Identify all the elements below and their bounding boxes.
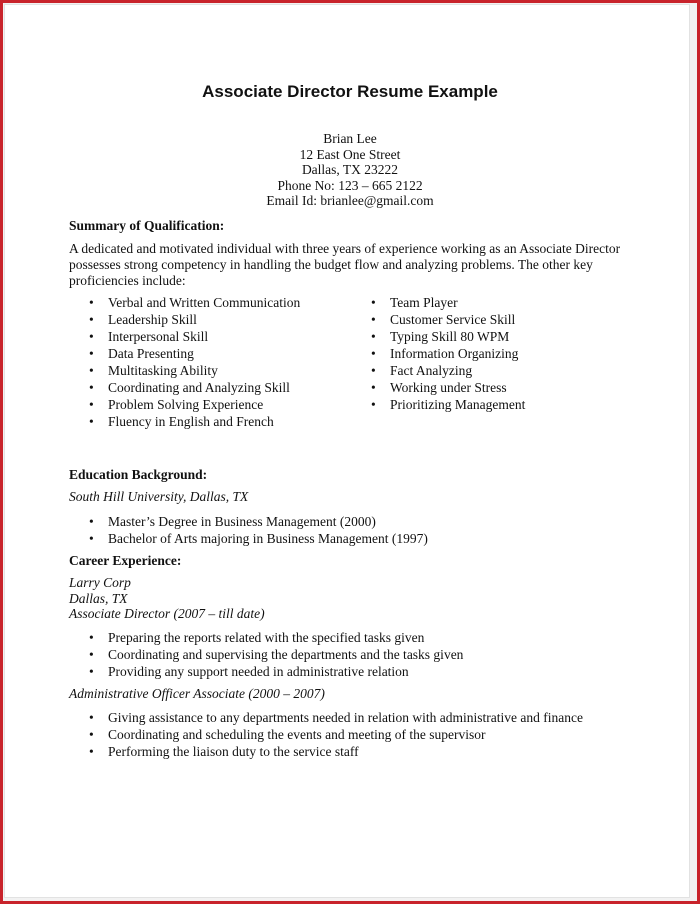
degree-item: • Master’s Degree in Business Management (2000) <box>86 513 428 530</box>
role2-duties-list <box>86 709 583 760</box>
duty-item: • Preparing the reports related with the specified tasks given <box>86 629 463 646</box>
degrees-list <box>86 513 428 547</box>
skill-item: • Typing Skill 80 WPM <box>368 328 525 345</box>
skill-item: • Coordinating and Analyzing Skill <box>86 379 300 396</box>
contact-block <box>0 131 700 209</box>
skill-item: • Verbal and Written Communication <box>86 294 300 311</box>
contact-phone: Phone No: 123 – 665 2122 <box>277 177 423 193</box>
contact-street: 12 East One Street <box>299 146 401 162</box>
career-heading: Career Experience: <box>69 553 182 568</box>
career-company: Larry Corp <box>69 575 131 590</box>
skill-item: • Team Player <box>368 294 525 311</box>
skill-item: • Customer Service Skill <box>368 311 525 328</box>
summary-line: proficiencies include: <box>69 273 186 288</box>
career-location: Dallas, TX <box>69 590 128 606</box>
skill-item: • Problem Solving Experience <box>86 396 300 413</box>
duty-item: • Coordinating and scheduling the events and meeting of the supervisor <box>86 726 583 743</box>
duty-item: • Performing the liaison duty to the service staff <box>86 743 583 760</box>
skill-item: • Working under Stress <box>368 379 525 396</box>
skill-item: • Fluency in English and French <box>86 413 300 430</box>
degree-item: • Bachelor of Arts majoring in Business Management (1997) <box>86 530 428 547</box>
education-heading: Education Background: <box>69 467 208 482</box>
duty-item: • Giving assistance to any departments needed in relation with administrative and finance <box>86 709 583 726</box>
skill-item: • Fact Analyzing <box>368 362 525 379</box>
contact-city: Dallas, TX 23222 <box>301 162 399 177</box>
document-title: Associate Director Resume Example <box>202 82 498 101</box>
contact-email: Email Id: brianlee@gmail.com <box>266 193 434 208</box>
duty-item: • Providing any support needed in administrative relation <box>86 663 463 680</box>
duty-item: • Coordinating and supervising the departments and the tasks given <box>86 646 463 663</box>
skill-item: • Leadership Skill <box>86 311 300 328</box>
skill-item: • Multitasking Ability <box>86 362 300 379</box>
career-role-1: Associate Director (2007 – till date) <box>69 606 265 621</box>
career-role-2: Administrative Officer Associate (2000 – 2007) <box>69 686 325 701</box>
summary-paragraph <box>69 241 669 289</box>
skill-item: • Interpersonal Skill <box>86 328 300 345</box>
skills-list-left <box>86 294 300 430</box>
career-employer <box>69 575 265 622</box>
skill-item: • Information Organizing <box>368 345 525 362</box>
contact-name: Brian Lee <box>323 131 377 146</box>
summary-heading: Summary of Qualification: <box>69 218 225 233</box>
skill-item: • Prioritizing Management <box>368 396 525 413</box>
role1-duties-list <box>86 629 463 680</box>
education-school: South Hill University, Dallas, TX <box>69 489 249 504</box>
skill-item: • Data Presenting <box>86 345 300 362</box>
summary-line: possesses strong competency in handling the budget flow and analyzing problems. The other key <box>69 257 593 272</box>
skills-list-right <box>368 294 525 413</box>
summary-line: A dedicated and motivated individual with three years of experience working as an Associate Director <box>69 241 621 256</box>
